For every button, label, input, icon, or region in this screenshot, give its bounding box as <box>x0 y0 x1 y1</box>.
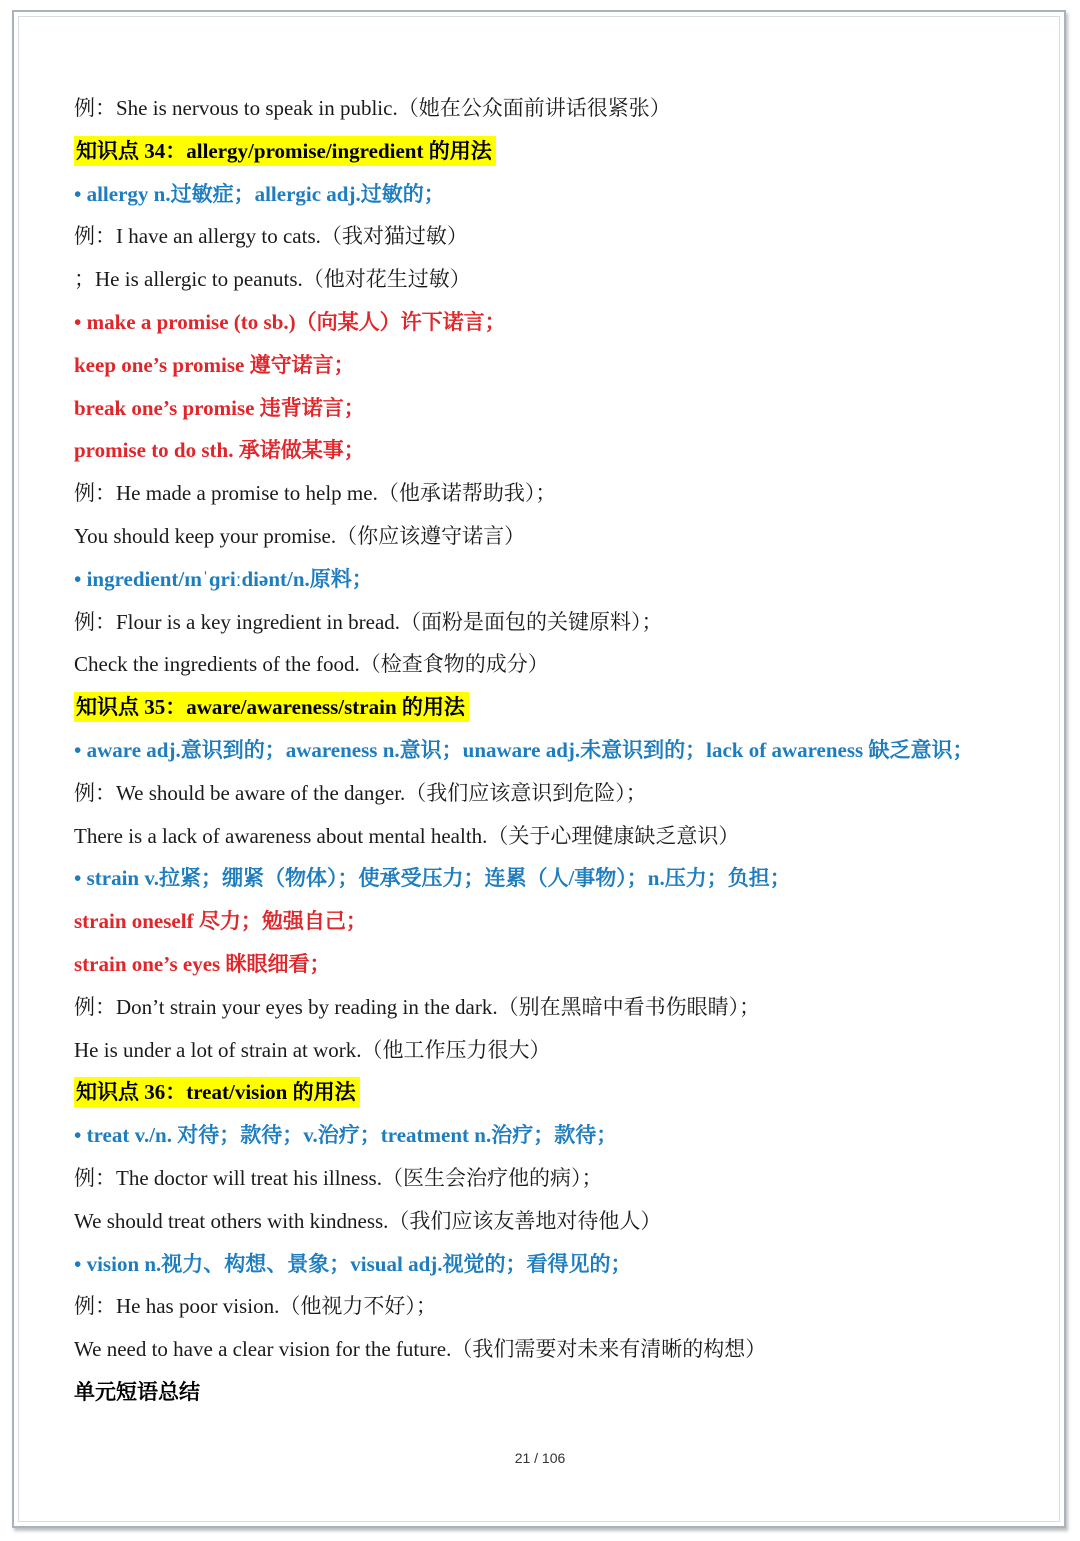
knowledge-point-heading <box>74 130 1034 173</box>
example-line: 例：Flour is a key ingredient in bread.（面粉是面包的关键原料）； <box>74 609 663 634</box>
example-line: He is under a lot of strain at work.（他工作压力很大） <box>74 1037 551 1062</box>
example-line: 例：He made a promise to help me.（他承诺帮助我）； <box>74 481 557 506</box>
vocab-definition: • strain v.拉紧；绷紧（物体）；使承受压力；连累（人/事物）；n.压力；负担； <box>74 866 791 891</box>
example-line: 例：Don’t strain your eyes by reading in the dark.（别在黑暗中看书伤眼睛）； <box>74 994 761 1019</box>
heading-text: 知识点 34：allergy/promise/ingredient 的用法 <box>74 136 496 166</box>
example-line: 例：I have an allergy to cats.（我对猫过敏） <box>74 224 468 249</box>
heading-text: 知识点 35：aware/awareness/strain 的用法 <box>74 692 469 722</box>
phrase-definition: break one’s promise 违背诺言； <box>74 395 365 420</box>
example-line: You should keep your promise.（你应该遵守诺言） <box>74 523 526 548</box>
phrase-definition: strain oneself 尽力；勉强自己； <box>74 909 367 934</box>
vocab-definition: • vision n.视力、构想、景象；visual adj.视觉的；看得见的； <box>74 1251 632 1276</box>
example-line: ；He is allergic to peanuts.（他对花生过敏） <box>74 267 471 292</box>
example-line: Check the ingredients of the food.（检查食物的成分） <box>74 652 549 677</box>
vocab-definition: • ingredient/ɪnˈɡriːdiənt/n.原料； <box>74 566 373 591</box>
example-line: 例：He has poor vision.（他视力不好）； <box>74 1294 437 1319</box>
page-content <box>74 87 1034 1414</box>
knowledge-point-heading <box>74 1071 1034 1114</box>
example-line: There is a lack of awareness about mental health.（关于心理健康缺乏意识） <box>74 823 740 848</box>
phrase-definition: strain one’s eyes 眯眼细看； <box>74 951 331 976</box>
vocab-definition: • allergy n.过敏症；allergic adj.过敏的； <box>74 181 445 206</box>
example-line: 例：She is nervous to speak in public.（她在公众面前讲话很紧张） <box>74 96 671 120</box>
phrase-definition: • make a promise (to sb.)（向某人）许下诺言； <box>74 309 506 334</box>
example-line: 例：We should be aware of the danger.（我们应该意识到危险）； <box>74 780 647 805</box>
vocab-definition: • treat v./n. 对待；款待；v.治疗；treatment n.治疗；款待； <box>74 1123 618 1148</box>
example-line: 例：The doctor will treat his illness.（医生会治疗他的病）； <box>74 1165 603 1190</box>
knowledge-point-heading <box>74 686 1034 729</box>
example-line: We should treat others with kindness.（我们应该友善地对待他人） <box>74 1208 662 1233</box>
example-line: We need to have a clear vision for the future.（我们需要对未来有清晰的构想） <box>74 1337 767 1362</box>
section-title: 单元短语总结 <box>74 1379 200 1404</box>
phrase-definition: promise to do sth. 承诺做某事； <box>74 438 365 463</box>
page-number: 21 / 106 <box>514 1450 566 1466</box>
phrase-definition: keep one’s promise 遵守诺言； <box>74 352 355 377</box>
vocab-definition: • aware adj.意识到的；awareness n.意识；unaware adj.未意识到的；lack of awareness 缺乏意识； <box>74 737 974 762</box>
heading-text: 知识点 36：treat/vision 的用法 <box>74 1077 360 1107</box>
